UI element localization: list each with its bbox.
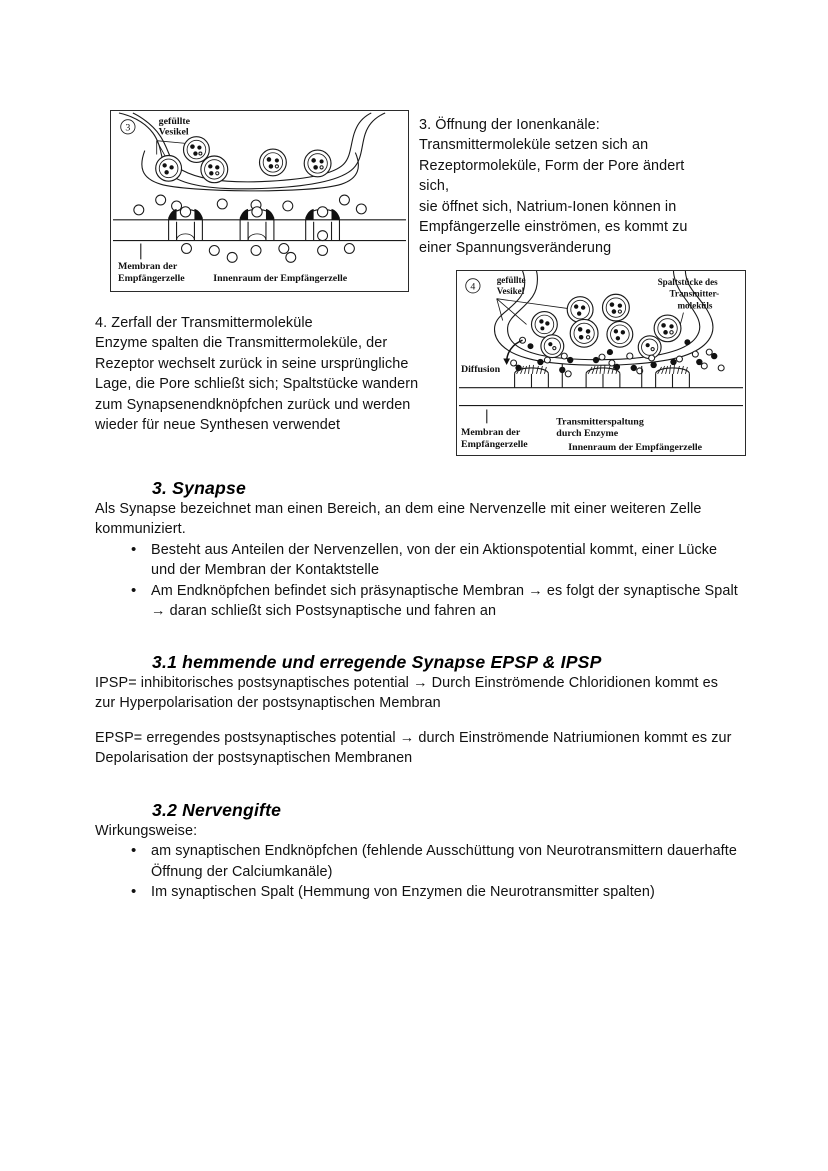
step-3-text-block xyxy=(419,115,729,258)
figure-4-frame xyxy=(456,270,746,456)
step-3-line-4: sie öffnet sich, Natrium-Ionen können in xyxy=(419,198,677,215)
paragraph-spacer xyxy=(95,714,740,728)
step-3-line-2: Rezeptormoleküle, Form der Pore ändert xyxy=(419,157,685,174)
section-3-bullet-list xyxy=(95,540,740,622)
figure-3-drawing xyxy=(111,111,408,291)
step-4-line-3: Lage, die Pore schließt sich; Spaltstücke wandern xyxy=(95,376,419,393)
step-3-title: 3. Öffnung der Ionenkanäle: xyxy=(419,117,600,133)
step-3-line-6: einer Spannungsveränderung xyxy=(419,239,612,256)
section-3-1-paragraph-2: EPSP= erregendes postsynaptisches potential → durch Einströmende Natriumionen kommt es zur Depolarisation der postsynaptischen Membranen xyxy=(95,729,732,767)
figure-3-receptor-3 xyxy=(306,207,340,241)
figure-3-transmitter-molecules xyxy=(134,195,366,215)
figure-3-receptor-1 xyxy=(169,207,203,241)
figure-3-vesikel-label-line1: gefüllte xyxy=(158,115,191,127)
figure-4-vesicles xyxy=(531,294,680,358)
figure-4-spaltstuecke-label-line2: Transmitter- xyxy=(669,288,720,299)
figure-4-spaltstuecke-label-line1: Spaltstücke des xyxy=(657,276,718,287)
figure-3-number: 3 xyxy=(125,122,131,134)
figure-4-membran-label-line2: Empfängerzelle xyxy=(460,439,528,451)
list-item: • Im synaptischen Spalt (Hemmung von Enzymen die Neurotransmitter spalten) xyxy=(151,882,740,902)
list-item: • Am Endknöpfchen befindet sich präsynaptische Membran → es folgt der synaptische Spalt → daran schließt sich Postsynaptische und fahren an xyxy=(151,581,740,622)
section-3-2-heading: 3.2 Nervengifte xyxy=(152,800,282,820)
list-item: • am synaptischen Endknöpfchen (fehlende Ausschüttung von Neurotransmittern dauerhafte Öffnung der Calciumkanäle) xyxy=(151,841,740,882)
section-3-1-heading: 3.1 hemmende und erregende Synapse EPSP & IPSP xyxy=(152,652,602,672)
section-3-2-bullet-list xyxy=(95,841,740,902)
figure-4-vesikel-label-line1: gefüllte xyxy=(496,274,526,285)
section-3-1-paragraph-1: IPSP= inhibitorisches postsynaptisches potential → Durch Einströmende Chloridionen kommt es zur Hyperpolarisation der postsynaptischen Membran xyxy=(95,675,718,712)
section-3-1-block xyxy=(95,652,740,769)
step-4-line-5: wieder für neue Synthesen verwendet xyxy=(95,417,341,434)
step-4-text-block xyxy=(95,313,445,436)
figure-4-membran-label-line1: Membran der xyxy=(460,427,521,439)
section-3-intro: Als Synapse bezeichnet man einen Bereich, an dem eine Nervenzelle mit einer weiteren Zelle kommuniziert. xyxy=(95,501,702,538)
figure-3-container xyxy=(110,110,409,292)
figure-4-container xyxy=(456,270,746,456)
figure-4-diffusion-label: Diffusion xyxy=(460,363,501,375)
figure-4-spaltstuecke-label-line3: moleküls xyxy=(677,300,713,311)
step-3-line-5: Empfängerzelle einströmen, es kommt zu xyxy=(419,219,688,236)
step-3-line-3: sich, xyxy=(419,178,450,195)
figure-3-vesicles xyxy=(156,137,331,183)
section-3-2-intro: Wirkungsweise: xyxy=(95,823,198,839)
list-item: • Besteht aus Anteilen der Nervenzellen, von der ein Aktionspotential kommt, einer Lücke und der Membran der Kontaktstelle xyxy=(151,540,740,581)
section-3-2-block xyxy=(95,800,740,903)
figure-4-innenraum-label: Innenraum der Empfängerzelle xyxy=(568,442,703,454)
figure-4-spaltung-label-line1: Transmitterspaltung xyxy=(556,416,644,428)
figure-3-vesikel-label-line2: Vesikel xyxy=(158,126,189,138)
section-3-heading: 3. Synapse xyxy=(152,478,246,498)
step-4-line-2: Rezeptor wechselt zurück in seine ursprüngliche xyxy=(95,355,409,372)
step-4-title: 4. Zerfall der Transmittermoleküle xyxy=(95,315,313,331)
figure-3-frame xyxy=(110,110,409,292)
section-3-block xyxy=(95,478,740,622)
figure-4-receptor-1 xyxy=(515,365,549,388)
figure-3-membran-label-line2: Empfängerzelle xyxy=(117,273,185,285)
figure-4-drawing xyxy=(457,271,745,455)
step-4-line-1: Enzyme spalten die Transmittermoleküle, der xyxy=(95,335,388,352)
step-3-line-1: Transmittermoleküle setzen sich an xyxy=(419,137,649,154)
figure-4-number: 4 xyxy=(470,281,476,293)
figure-3-innenraum-label: Innenraum der Empfängerzelle xyxy=(213,273,348,285)
figure-3-membran-label-line1: Membran der xyxy=(117,261,178,273)
figure-4-vesikel-label-line2: Vesikel xyxy=(496,285,525,296)
step-4-line-4: zum Synapsenendknöpfchen zurück und werden xyxy=(95,396,411,413)
figure-3-ions-inside xyxy=(182,244,355,263)
figure-4-receptor-3 xyxy=(656,365,690,388)
figure-3-receptor-2 xyxy=(240,207,274,241)
figure-4-spaltung-label-line2: durch Enzyme xyxy=(556,428,619,440)
